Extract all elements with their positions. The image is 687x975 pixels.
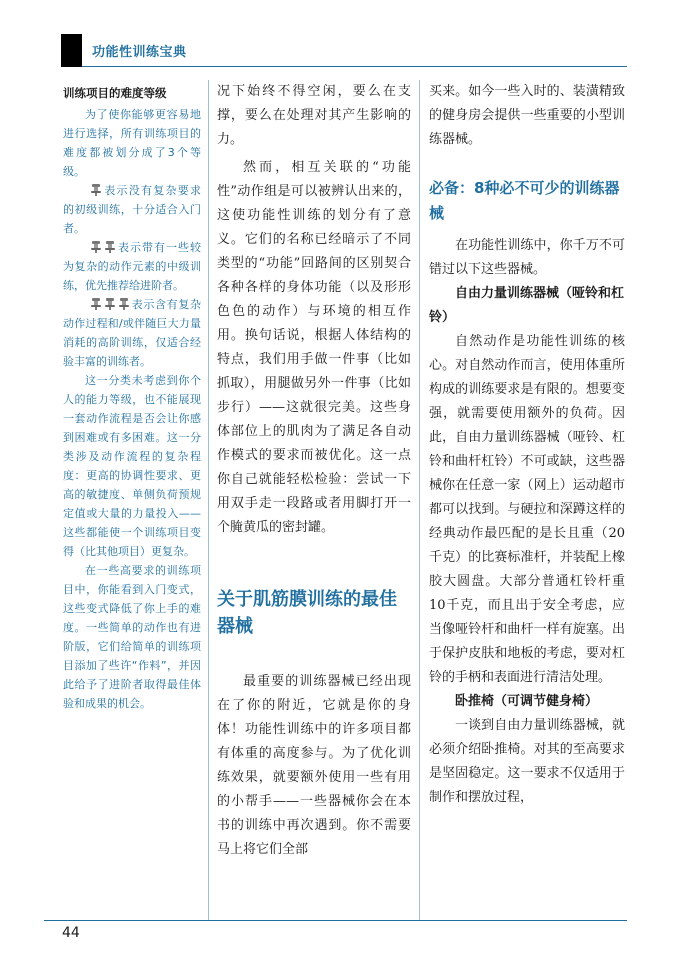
pushpin-icon bbox=[103, 240, 117, 253]
paragraph: 一谈到自由力量训练器械，就必须介绍卧推椅。对其的至高要求是坚固稳定。这一要求不仅适用于制作和摆放过程， bbox=[429, 718, 625, 805]
column-divider bbox=[419, 80, 420, 920]
sidebar-intro: 为了使你能够更容易地进行选择，所有训练项目的难度都被划分成了3个等级。 bbox=[63, 108, 201, 178]
pushpin-icon bbox=[89, 240, 103, 253]
pushpin-icon bbox=[89, 297, 103, 310]
sidebar-level-3: 表示含有复杂动作过程和/或伴随巨大力量消耗的高阶训练，仅适合经验丰富的训练者。 bbox=[63, 298, 201, 368]
right-column bbox=[429, 80, 625, 810]
paragraph: 最重要的训练器械已经出现在了你的附近，它就是你的身体！功能性训练中的许多项目都有体重的高度参与。为了优化训练效果，就要额外使用一些有用的小帮手——一些器械你会在本书的训练中再次遇到。你不需要马上将它们全部 bbox=[217, 674, 411, 857]
paragraph: 买来。如今一些入时的、装潢精致的健身房会提供一些重要的小型训练器械。 bbox=[429, 84, 625, 147]
paragraph: 自然动作是功能性训练的核心。对自然动作而言，使用体重所构成的训练要求是有限的。想要变强，就需要使用额外的负荷。因此，自由力量训练器械（哑铃、杠铃和曲杆杠铃）不可或缺，这些器械你在任意一家（网上）运动超市都可以找到。与硬拉和深蹲这样的经典动作最匹配的是长且重（20千克）的比赛标准杆，并装配上橡胶大圆盘。大部分普通杠铃杆重10千克，而且出于安全考虑，应当像哑铃杆和曲杆一样有旋塞。出于保护皮肤和地板的考虑，要对杠铃的手柄和表面进行清洁处理。 bbox=[429, 334, 625, 685]
running-header-title: 功能性训练宝典 bbox=[92, 45, 187, 60]
subheading: 卧推椅（可调节健身椅） bbox=[455, 694, 599, 709]
paragraph: 在功能性训练中，你千万不可错过以下这些器械。 bbox=[429, 238, 625, 277]
sidebar-title: 训练项目的难度等级 bbox=[63, 86, 167, 100]
middle-column bbox=[217, 80, 411, 862]
header-color-block bbox=[61, 34, 82, 67]
section-heading: 关于肌筋膜训练的最佳器械 bbox=[217, 589, 397, 637]
sidebar-paragraph-2: 这一分类未考虑到你个人的能力等级，也不能展现一套动作流程是否会让你感到困难或有多困难。这一分类涉及动作流程的复杂程度：更高的协调性要求、更高的敏捷度、单侧负荷预规定值或大量的力量投入——这些都能使一个训练项目变得（比其他项目）更复杂。 bbox=[63, 374, 201, 558]
column-divider bbox=[208, 80, 209, 920]
paragraph: 然而，相互关联的“功能性”动作组是可以被辨认出来的，这使功能性训练的划分有了意义。它们的名称已经暗示了不同类型的“功能”回路间的区别契合各种各样的身体功能（以及形形色色的动作）与环境的相互作用。换句话说，根据人体结构的特点，我们用手做一件事（比如抓取），用腿做另外一件事（比如步行）——这就很完美。这些身体部位上的肌肉为了满足各自动作模式的要求而被优化。这一点你自己就能轻松检验：尝试一下用双手走一段路或者用脚打开一个腌黄瓜的密封罐。 bbox=[217, 160, 411, 535]
footer-rule bbox=[44, 920, 627, 921]
sidebar-paragraph-3: 在一些高要求的训练项目中，你能看到入门变式，这些变式降低了你上手的难度。一些简单的动作也有进阶版，它们给简单的训练项目添加了些许“作料”，并因此给予了进阶者取得最佳体验和成果的机会。 bbox=[63, 564, 201, 710]
difficulty-sidebar bbox=[63, 84, 201, 713]
subheading: 自由力量训练器械（哑铃和杠铃） bbox=[429, 286, 625, 325]
pushpin-icon bbox=[117, 297, 131, 310]
paragraph: 况下始终不得空闲，要么在支撑，要么在处理对其产生影响的力。 bbox=[217, 84, 411, 147]
header-rule bbox=[82, 66, 627, 67]
pushpin-icon bbox=[103, 297, 117, 310]
page-number: 44 bbox=[62, 925, 80, 941]
section-heading: 必备：8种必不可少的训练器械 bbox=[429, 179, 620, 222]
pushpin-icon bbox=[89, 183, 103, 196]
sidebar-level-2: 表示带有一些较为复杂的动作元素的中级训练，优先推荐给进阶者。 bbox=[63, 241, 201, 292]
sidebar-level-1: 表示没有复杂要求的初级训练，十分适合入门者。 bbox=[63, 184, 201, 235]
